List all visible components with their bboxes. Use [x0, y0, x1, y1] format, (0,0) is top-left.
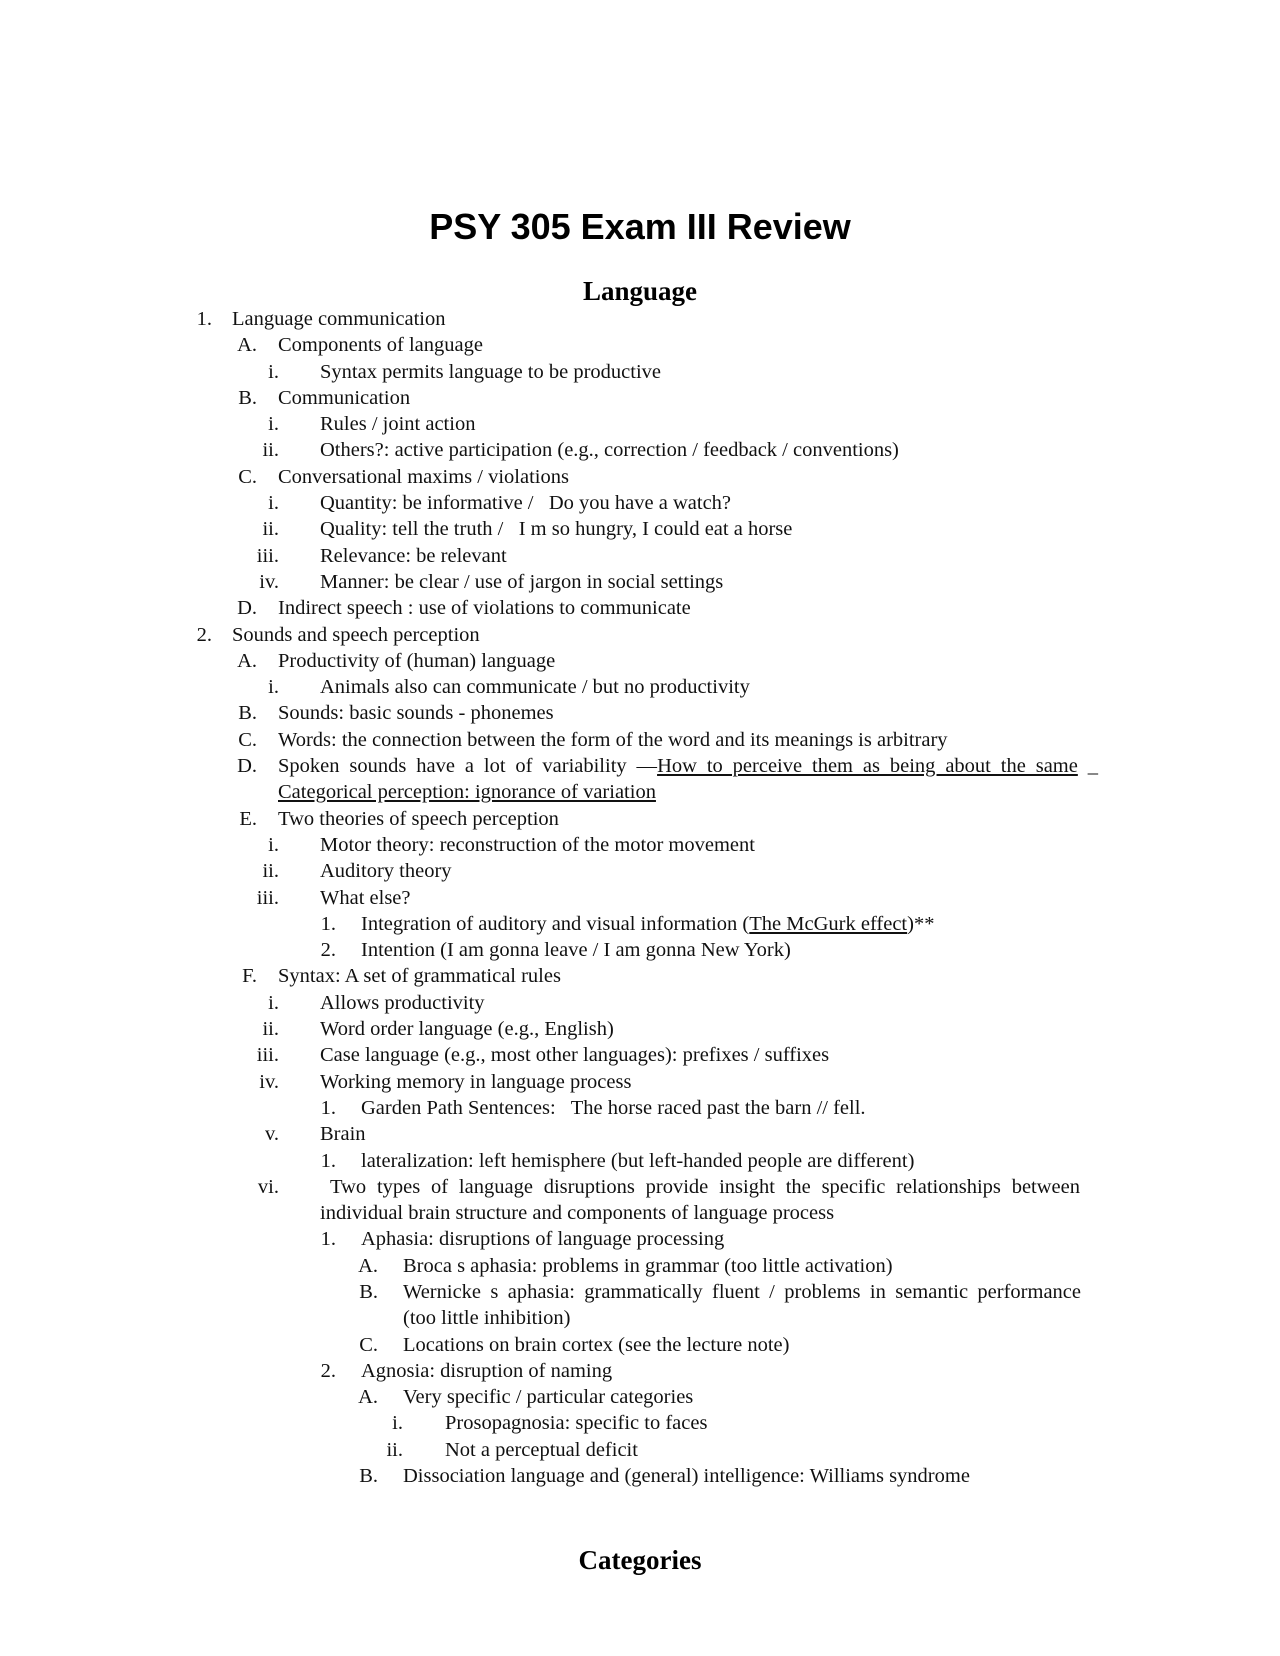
item-marker: B. — [238, 386, 257, 409]
item-marker: 2. — [320, 1359, 336, 1382]
outline-item — [0, 1410, 1280, 1436]
item-text: Communication — [278, 386, 411, 409]
outline-item — [0, 464, 1280, 490]
item-marker: C. — [359, 1333, 378, 1356]
item-text: Very specific / particular categories — [403, 1386, 694, 1409]
item-text: Auditory theory — [320, 860, 452, 883]
item-marker: C. — [238, 465, 257, 488]
outline-item — [0, 1358, 1280, 1384]
item-marker: v. — [264, 1123, 279, 1146]
outline-item — [0, 1174, 1280, 1227]
outline-item — [0, 1437, 1280, 1463]
outline-item — [0, 1148, 1280, 1174]
outline-item — [0, 990, 1280, 1016]
item-marker: vi. — [257, 1175, 279, 1198]
item-text: Indirect speech : use of violations to communicate — [278, 597, 691, 620]
item-marker: i. — [268, 991, 279, 1014]
underlined-text: The McGurk effect — [749, 912, 908, 935]
item-marker: 1. — [320, 912, 336, 935]
item-text: Wernicke s aphasia: grammatically fluent / problems in semantic performance (too little inhibition) — [403, 1280, 1081, 1330]
outline-item — [0, 1095, 1280, 1121]
item-text: Prosopagnosia: specific to faces — [445, 1412, 708, 1435]
outline-item — [0, 700, 1280, 726]
item-text: Not a perceptual deficit — [445, 1438, 638, 1461]
item-marker: E. — [239, 807, 257, 830]
outline-item — [0, 1332, 1280, 1358]
item-text-part: Integration of auditory and visual information ( — [361, 912, 750, 935]
item-text: Syntax: A set of grammatical rules — [278, 965, 561, 988]
outline-item — [0, 1226, 1280, 1252]
document-title: PSY 305 Exam III Review — [429, 206, 851, 247]
item-marker: 2. — [196, 623, 212, 646]
item-text: Case language (e.g., most other languages): prefixes / suffixes — [320, 1044, 830, 1067]
item-marker: ii. — [262, 518, 279, 541]
item-text-part: )** — [907, 912, 935, 935]
outline-item — [0, 490, 1280, 516]
outline-item — [0, 359, 1280, 385]
item-text — [361, 911, 934, 937]
item-text: Quantity: be informative / Do you have a watch? — [320, 492, 732, 515]
item-text: Rules / joint action — [320, 413, 476, 436]
item-text: Syntax permits language to be productive — [320, 360, 662, 383]
item-text: Language communication — [232, 308, 446, 330]
item-text: Aphasia: disruptions of language processing — [361, 1228, 725, 1251]
item-marker: 1. — [320, 1228, 336, 1251]
outline-item — [0, 1253, 1280, 1279]
item-marker: i. — [268, 413, 279, 436]
item-marker: iv. — [259, 570, 279, 593]
outline-item — [0, 1121, 1280, 1147]
underlined-text: Categorical perception: ignorance of variation — [278, 781, 656, 804]
item-text: Manner: be clear / use of jargon in social settings — [320, 570, 724, 593]
item-marker: B. — [359, 1280, 378, 1303]
outline-item — [0, 622, 1280, 648]
item-marker: F. — [242, 965, 257, 988]
outline-item — [0, 911, 1280, 937]
item-text: Word order language (e.g., English) — [320, 1018, 614, 1041]
item-text: Relevance: be relevant — [320, 544, 507, 567]
outline-item — [0, 937, 1280, 963]
item-text: Quality: tell the truth / I m so hungry, I could eat a horse — [320, 518, 793, 541]
item-text: Garden Path Sentences: The horse raced past the barn // fell. — [361, 1096, 866, 1119]
item-text: Allows productivity — [320, 991, 485, 1014]
item-text: Agnosia: disruption of naming — [361, 1359, 613, 1382]
item-marker: iii. — [256, 544, 279, 567]
item-marker: B. — [238, 702, 257, 725]
item-marker: iii. — [256, 886, 279, 909]
item-marker: B. — [359, 1465, 378, 1488]
item-text: Motor theory: reconstruction of the motor movement — [320, 833, 755, 856]
item-marker: ii. — [386, 1438, 403, 1461]
item-text: Conversational maxims / violations — [278, 465, 569, 488]
outline-item — [0, 727, 1280, 753]
outline-item — [0, 306, 1280, 332]
outline-item — [0, 858, 1280, 884]
outline-item — [0, 963, 1280, 989]
outline-item — [0, 569, 1280, 595]
item-marker: C. — [238, 728, 257, 751]
item-text: Dissociation language and (general) intelligence: Williams syndrome — [403, 1465, 970, 1488]
outline-item — [0, 806, 1280, 832]
item-marker: i. — [268, 360, 279, 383]
item-text-part: _ — [1077, 755, 1098, 778]
outline-item — [0, 516, 1280, 542]
outline-item — [0, 1279, 1280, 1332]
outline-item — [0, 885, 1280, 911]
item-text: Sounds: basic sounds - phonemes — [278, 702, 554, 725]
item-marker: A. — [237, 649, 257, 672]
item-marker: 1. — [320, 1096, 336, 1119]
item-marker: i. — [268, 833, 279, 856]
item-marker: 2. — [320, 939, 336, 962]
item-text-part: Spoken sounds have a lot of variability — — [278, 755, 658, 778]
language-outline — [0, 306, 1280, 1489]
item-marker: i. — [268, 492, 279, 515]
item-text: Sounds and speech perception — [232, 623, 480, 646]
outline-item — [0, 1016, 1280, 1042]
item-marker: A. — [358, 1254, 378, 1277]
item-text: lateralization: left hemisphere (but left-handed people are different) — [361, 1149, 915, 1172]
outline-item — [0, 1463, 1280, 1489]
outline-item — [0, 595, 1280, 621]
item-marker: ii. — [262, 860, 279, 883]
outline-item — [0, 437, 1280, 463]
item-marker: A. — [358, 1386, 378, 1409]
item-marker: ii. — [262, 439, 279, 462]
outline-item — [0, 674, 1280, 700]
item-marker: 1. — [196, 308, 212, 330]
outline-item — [0, 753, 1280, 806]
section-heading-language: Language — [582, 276, 698, 306]
underlined-text: How to perceive them as being about the same — [657, 755, 1078, 778]
outline-item — [0, 648, 1280, 674]
item-marker: iii. — [256, 1044, 279, 1067]
outline-item — [0, 1042, 1280, 1068]
outline-item — [0, 332, 1280, 358]
item-marker: 1. — [320, 1149, 336, 1172]
item-marker: A. — [237, 334, 257, 357]
outline-item — [0, 411, 1280, 437]
item-text: Brain — [320, 1123, 366, 1146]
section-heading-categories: Categories — [578, 1545, 702, 1575]
item-text: Components of language — [278, 334, 483, 357]
item-text: Two types of language disruptions provide insight the specific relationships between individual brain structure and components of language process — [320, 1175, 1080, 1225]
item-marker: i. — [392, 1412, 403, 1435]
item-text: Productivity of (human) language — [278, 649, 556, 672]
item-text: Words: the connection between the form of the word and its meanings is arbitrary — [278, 728, 948, 751]
item-marker: iv. — [259, 1070, 279, 1093]
item-text — [278, 753, 1098, 806]
outline-item — [0, 1384, 1280, 1410]
item-text: What else? — [320, 886, 411, 909]
item-text: Animals also can communicate / but no productivity — [320, 676, 750, 699]
item-text: Intention (I am gonna leave / I am gonna New York) — [361, 939, 791, 962]
item-marker: i. — [268, 676, 279, 699]
item-marker: ii. — [262, 1018, 279, 1041]
outline-item — [0, 543, 1280, 569]
item-text: Two theories of speech perception — [278, 807, 559, 830]
outline-item — [0, 832, 1280, 858]
outline-item — [0, 1069, 1280, 1095]
outline-item — [0, 385, 1280, 411]
item-marker: D. — [237, 755, 257, 778]
item-text: Working memory in language process — [320, 1070, 632, 1093]
item-marker: D. — [237, 597, 257, 620]
item-text: Locations on brain cortex (see the lecture note) — [403, 1333, 790, 1356]
item-text: Broca s aphasia: problems in grammar (too little activation) — [403, 1254, 893, 1277]
item-text: Others?: active participation (e.g., correction / feedback / conventions) — [320, 439, 899, 462]
